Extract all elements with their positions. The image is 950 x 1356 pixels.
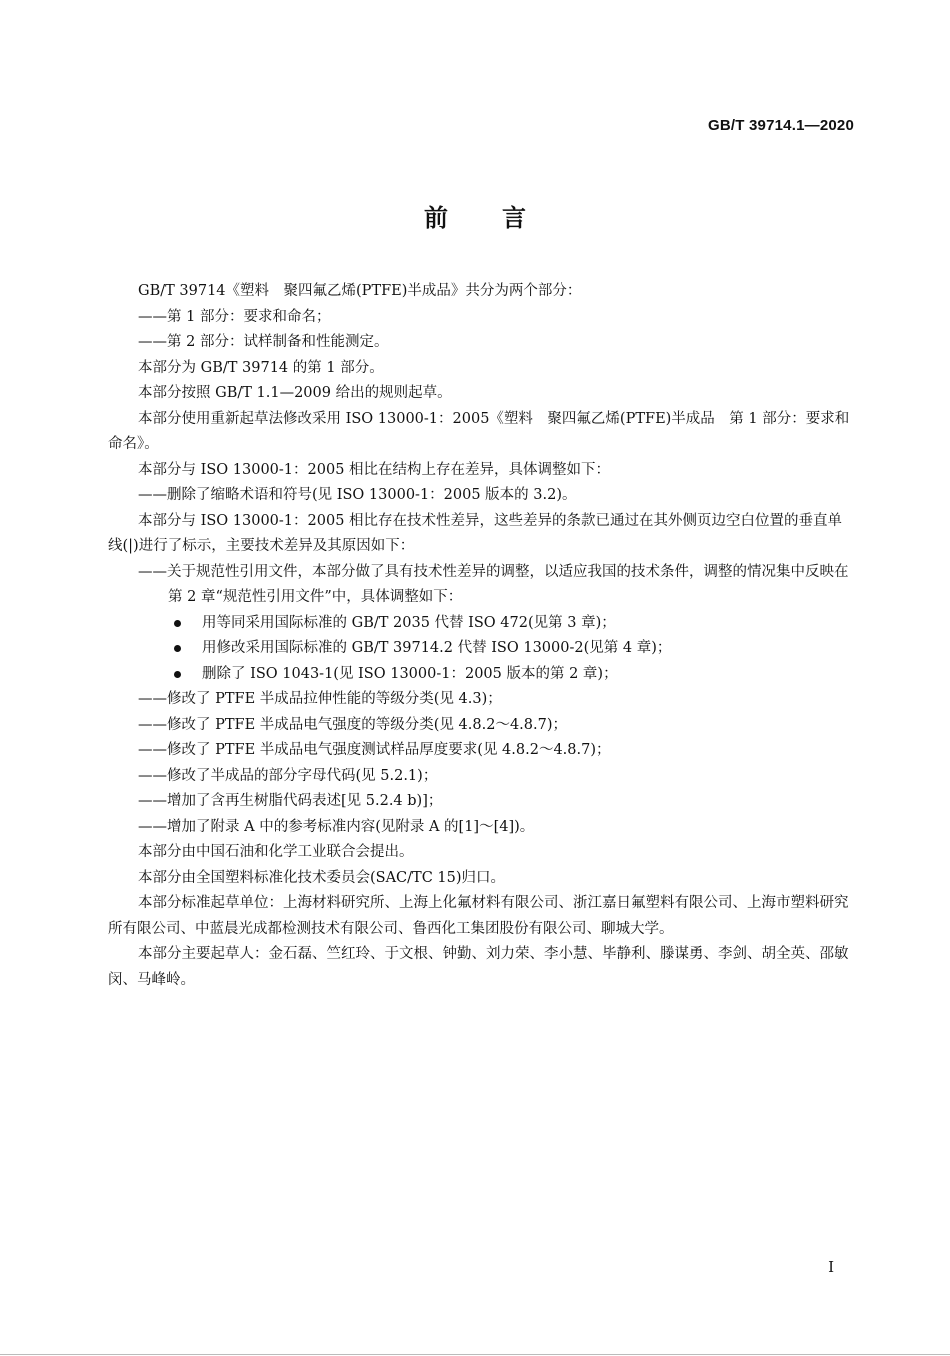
dash-item: ——删除了缩略术语和符号(见 ISO 13000-1：2005 版本的 3.2)。: [138, 487, 577, 503]
bullet-dot: [174, 645, 181, 652]
paragraph: 本部分使用重新起草法修改采用 ISO 13000-1：2005《塑料 聚四氟乙烯(PTFE)半成品 第 1 部分：要求和命名》。: [108, 410, 850, 452]
title-char-2: 言: [502, 204, 526, 232]
page-title: [0, 198, 950, 233]
paragraph: 本部分主要起草人：金石磊、竺红玲、于文根、钟勤、刘力荣、李小慧、毕静利、滕谋勇、李剑、胡全英、邵敏闵、马峰岭。: [108, 946, 849, 988]
bullet-item: [108, 611, 856, 637]
paragraph: 本部分由全国塑料标准化技术委员会(SAC/TC 15)归口。: [138, 869, 506, 886]
bullet-dot: [174, 620, 181, 627]
paragraph: 本部分标准起草单位：上海材料研究所、上海上化氟材料有限公司、浙江嘉日氟塑料有限公司、上海市塑料研究所有限公司、中蓝晨光成都检测技术有限公司、鲁西化工集团股份有限公司、聊城大学。: [108, 895, 849, 937]
bullet-text: 删除了 ISO 1043-1(见 ISO 13000-1：2005 版本的第 2 章)；: [202, 665, 618, 682]
bullet-item: [108, 636, 856, 662]
standard-code: GB/T 39714.1—2020: [708, 117, 854, 134]
bullet-item: [108, 662, 856, 688]
paragraph: 本部分为 GB/T 39714 的第 1 部分。: [138, 359, 384, 376]
bottom-rule: [0, 1354, 950, 1355]
dash-item: ——修改了 PTFE 半成品拉伸性能的等级分类(见 4.3)；: [138, 691, 502, 707]
title-char-1: 前: [424, 204, 448, 232]
dash-item: ——第 1 部分：要求和命名；: [138, 308, 331, 325]
bullet-dot: [174, 671, 181, 678]
dash-item: ——增加了附录 A 中的参考标准内容(见附录 A 的[1]～[4])。: [138, 818, 535, 835]
dash-item: ——修改了半成品的部分字母代码(见 5.2.1)；: [138, 767, 438, 784]
foreword-body: [108, 279, 856, 993]
paragraph: GB/T 39714《塑料 聚四氟乙烯(PTFE)半成品》共分为两个部分：: [138, 283, 582, 299]
paragraph: 本部分与 ISO 13000-1：2005 相比存在技术性差异，这些差异的条款已通过在其外侧页边空白位置的垂直单线(|)进行了标示，主要技术差异及其原因如下：: [108, 512, 843, 554]
paragraph: 本部分由中国石油和化学工业联合会提出。: [138, 844, 414, 860]
dash-item: ——修改了 PTFE 半成品电气强度测试样品厚度要求(见 4.8.2～4.8.7)；: [138, 742, 611, 758]
dash-item: ——增加了含再生树脂代码表述[见 5.2.4 b)]；: [138, 793, 443, 809]
dash-item: ——第 2 部分：试样制备和性能测定。: [138, 334, 389, 350]
paragraph: 本部分与 ISO 13000-1：2005 相比在结构上存在差异，具体调整如下：: [138, 461, 611, 478]
dash-item: ——修改了 PTFE 半成品电气强度的等级分类(见 4.8.2～4.8.7)；: [138, 716, 568, 733]
page-number: I: [828, 1258, 834, 1276]
paragraph: 本部分按照 GB/T 1.1—2009 给出的规则起草。: [138, 385, 452, 401]
bullet-text: 用等同采用国际标准的 GB/T 2035 代替 ISO 472(见第 3 章)；: [202, 614, 616, 631]
bullet-text: 用修改采用国际标准的 GB/T 39714.2 代替 ISO 13000-2(见第 4 章)；: [202, 640, 672, 656]
dash-item: ——关于规范性引用文件，本部分做了具有技术性差异的调整，以适应我国的技术条件，调整的情况集中反映在第 2 章“规范性引用文件”中，具体调整如下：: [138, 563, 849, 605]
